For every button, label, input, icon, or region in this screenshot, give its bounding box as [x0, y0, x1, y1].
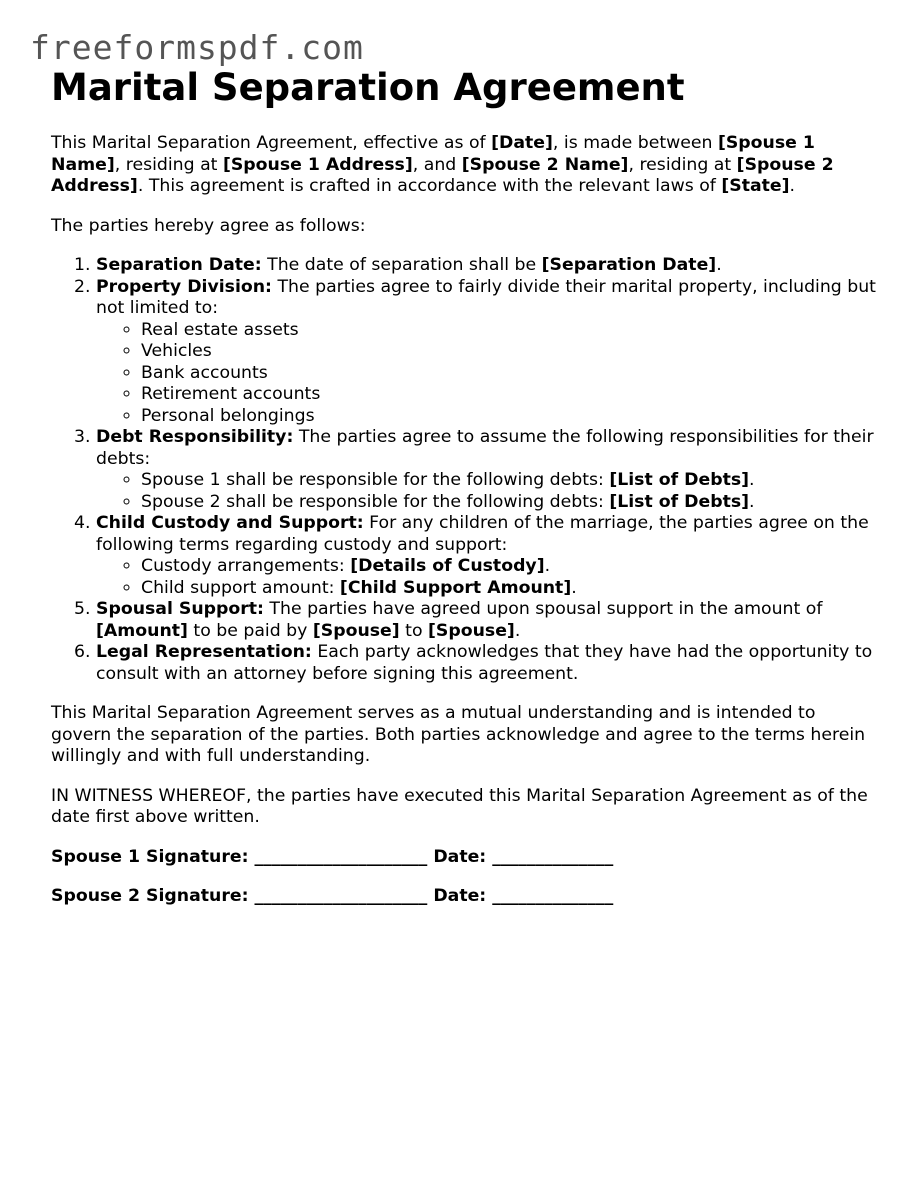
list-item: ◦ Child support amount: [Child Support Amount]. [141, 578, 881, 600]
term-separation-date: 1. Separation Date: The date of separation shall be [Separation Date]. [96, 255, 881, 277]
list-item: ◦ Real estate assets [141, 320, 881, 342]
document-body [51, 133, 881, 926]
spouse1-signature-line[interactable]: Spouse 1 Signature: ____________________ Date: ______________ [51, 846, 614, 867]
terms-list [51, 255, 881, 685]
date-placeholder: [Date] [491, 133, 553, 153]
spouse1-address-placeholder: [Spouse 1 Address] [222, 154, 413, 175]
custody-sublist [96, 556, 881, 599]
spouse1-name-placeholder: [Spouse 1 Name] [51, 133, 815, 175]
spouse2-signature-line[interactable]: Spouse 2 Signature: ____________________ Date: ______________ [51, 886, 614, 906]
closing-paragraph: This Marital Separation Agreement serves as a mutual understanding and is intended to govern the separation of the parties. Both parties acknowledge and agree to the terms herein willingly and with full understanding. [51, 703, 866, 766]
property-sublist [96, 320, 881, 428]
term-legal-representation: 6. Legal Representation: Each party acknowledges that they have had the opportunity to consult with an attorney before signing this agreement. [96, 642, 881, 685]
list-item: ◦ Retirement accounts [141, 384, 881, 406]
list-item: ◦ Vehicles [141, 341, 881, 363]
spouse2-address-placeholder: [Spouse 2 Address] [51, 154, 834, 196]
list-item: ◦ Spouse 2 shall be responsible for the following debts: [List of Debts]. [141, 492, 881, 514]
list-item: ◦ Spouse 1 shall be responsible for the following debts: [List of Debts]. [141, 470, 881, 492]
agree-intro: The parties hereby agree as follows: [51, 215, 366, 236]
document-title: Marital Separation Agreement [51, 66, 685, 109]
intro-paragraph: This Marital Separation Agreement, effective as of [Date], is made between [Spouse 1 Name], residing at [Spouse 1 Address], and [Spouse 2 Name], residing at [Spouse 2 Address]. This agreement is crafted in accordance with the relevant laws of [State]. [51, 133, 834, 196]
list-item: ◦ Custody arrangements: [Details of Custody]. [141, 556, 881, 578]
state-placeholder: [State] [721, 176, 790, 196]
term-child-custody: 4. Child Custody and Support: For any children of the marriage, the parties agree on the following terms regarding custody and support: ◦ Custody arrangements: [Details of Custody]. ◦ Child support amount: [Child Support Amount]. [96, 513, 881, 599]
list-item: ◦ Bank accounts [141, 363, 881, 385]
watermark: freeformspdf.com [30, 28, 364, 67]
witness-paragraph: IN WITNESS WHEREOF, the parties have executed this Marital Separation Agreement as of the date first above written. [51, 785, 868, 827]
term-debt-responsibility: 3. Debt Responsibility: The parties agree to assume the following responsibilities for their debts: ◦ Spouse 1 shall be responsible for the following debts: [List of Debts]. ◦ Spouse 2 shall be responsible for the following debts: [List of Debts]. [96, 427, 881, 513]
list-item: ◦ Personal belongings [141, 406, 881, 428]
debt-sublist [96, 470, 881, 513]
spouse2-name-placeholder: [Spouse 2 Name] [461, 154, 629, 175]
term-property-division: 2. Property Division: The parties agree to fairly divide their marital property, including but not limited to: ◦ Real estate assets ◦ Vehicles ◦ Bank accounts ◦ Retirement accounts ◦ Personal belongings [96, 277, 881, 428]
term-spousal-support: 5. Spousal Support: The parties have agreed upon spousal support in the amount of [Amount] to be paid by [Spouse] to [Spouse]. [96, 599, 881, 642]
